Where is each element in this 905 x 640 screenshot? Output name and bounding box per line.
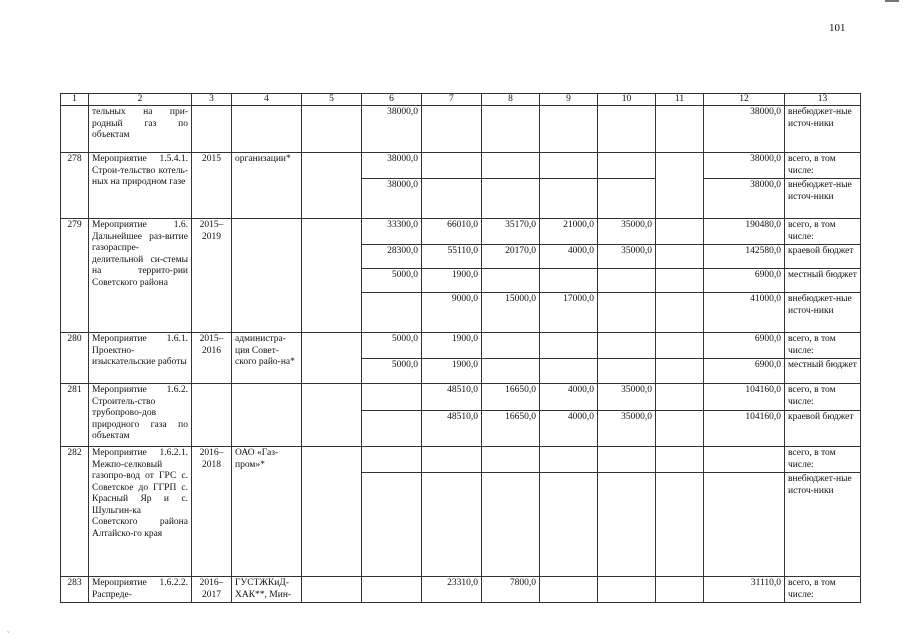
value-cell: 48510,0 (422, 384, 482, 411)
period-cell (192, 384, 232, 447)
header-cell: 3 (192, 94, 232, 106)
value-cell (302, 577, 362, 603)
value-cell (598, 106, 656, 153)
value-cell: 35170,0 (482, 219, 540, 245)
row-number-cell: 283 (61, 577, 89, 603)
total-cell (704, 473, 785, 577)
activity-cell: Мероприятие 1.6. Дальнейшее раз-витие газораспре-делительной си-стемы на террито-рии Советского района (89, 219, 192, 333)
value-cell (656, 245, 704, 269)
table-row (61, 219, 861, 245)
value-cell (482, 333, 540, 359)
value-cell (598, 577, 656, 603)
value-cell (656, 447, 704, 473)
table-row (61, 577, 861, 603)
executor-cell: организации* (232, 153, 302, 219)
funding-source-cell: всего, в том числе: (785, 153, 861, 179)
value-cell (598, 447, 656, 473)
value-cell (598, 293, 656, 333)
table-row (61, 106, 861, 153)
funding-source-cell: всего, в том числе: (785, 384, 861, 411)
value-cell (540, 577, 598, 603)
value-cell (656, 153, 704, 219)
value-cell (482, 359, 540, 384)
header-cell: 9 (540, 94, 598, 106)
value-cell: 5000,0 (362, 359, 422, 384)
value-cell: 5000,0 (362, 333, 422, 359)
value-cell (362, 447, 422, 473)
value-cell: 20170,0 (482, 245, 540, 269)
value-cell (422, 447, 482, 473)
stray-mark: ˇ (7, 630, 10, 639)
value-cell (598, 269, 656, 293)
header-cell: 6 (362, 94, 422, 106)
value-cell (302, 219, 362, 333)
value-cell: 33300,0 (362, 219, 422, 245)
value-cell (422, 153, 482, 179)
value-cell: 17000,0 (540, 293, 598, 333)
total-cell: 104160,0 (704, 411, 785, 447)
funding-source-cell: внебюджет-ные источ-ники (785, 179, 861, 219)
value-cell: 4000,0 (540, 384, 598, 411)
total-cell: 6900,0 (704, 269, 785, 293)
total-cell (704, 447, 785, 473)
value-cell: 16650,0 (482, 411, 540, 447)
executor-cell: администра-ция Совет-ского райо-на* (232, 333, 302, 384)
value-cell (540, 359, 598, 384)
executor-cell: ОАО «Газ-пром»* (232, 447, 302, 577)
value-cell: 66010,0 (422, 219, 482, 245)
funding-source-cell: местный бюджет (785, 269, 861, 293)
corner-mark (885, 0, 899, 2)
header-cell: 11 (656, 94, 704, 106)
value-cell (598, 153, 656, 179)
value-cell (362, 293, 422, 333)
value-cell: 4000,0 (540, 245, 598, 269)
value-cell (598, 473, 656, 577)
value-cell (656, 411, 704, 447)
header-cell: 7 (422, 94, 482, 106)
header-cell: 10 (598, 94, 656, 106)
value-cell (656, 359, 704, 384)
header-cell: 4 (232, 94, 302, 106)
value-cell: 35000,0 (598, 384, 656, 411)
row-number-cell: 281 (61, 384, 89, 447)
value-cell (362, 411, 422, 447)
activity-cell: Мероприятие 1.6.2. Строитель-ство трубопрово-дов природного газа по объектам (89, 384, 192, 447)
total-cell: 41000,0 (704, 293, 785, 333)
header-cell: 12 (704, 94, 785, 106)
row-number-cell: 278 (61, 153, 89, 219)
value-cell (540, 153, 598, 179)
value-cell (656, 106, 704, 153)
value-cell (540, 447, 598, 473)
value-cell (362, 384, 422, 411)
value-cell (482, 269, 540, 293)
activity-cell: Мероприятие 1.5.4.1. Строи-тельство котель-ных на природном газе (89, 153, 192, 219)
total-cell: 142580,0 (704, 245, 785, 269)
executor-cell: ГУСТЖКиД-ХАК**, Мин- (232, 577, 302, 603)
value-cell (302, 333, 362, 384)
value-cell: 28300,0 (362, 245, 422, 269)
value-cell (540, 333, 598, 359)
activity-cell: Мероприятие 1.6.2.2. Распреде- (89, 577, 192, 603)
funding-source-cell: краевой бюджет (785, 245, 861, 269)
activity-cell: тельных на при-родный газ по объектам (89, 106, 192, 153)
row-number-cell: 279 (61, 219, 89, 333)
total-cell: 6900,0 (704, 333, 785, 359)
funding-source-cell: внебюджет-ные источ-ники (785, 106, 861, 153)
value-cell (540, 269, 598, 293)
value-cell: 1900,0 (422, 333, 482, 359)
period-cell: 2016–2018 (192, 447, 232, 577)
value-cell (302, 106, 362, 153)
value-cell (422, 473, 482, 577)
program-table (60, 93, 861, 603)
value-cell: 35000,0 (598, 245, 656, 269)
value-cell (656, 473, 704, 577)
value-cell (656, 269, 704, 293)
value-cell (482, 106, 540, 153)
value-cell (302, 153, 362, 219)
value-cell (302, 447, 362, 577)
value-cell (598, 359, 656, 384)
executor-cell (232, 106, 302, 153)
table-header-row (61, 94, 861, 106)
total-cell: 190480,0 (704, 219, 785, 245)
period-cell: 2015 (192, 153, 232, 219)
value-cell (362, 473, 422, 577)
value-cell (482, 153, 540, 179)
total-cell: 38000,0 (704, 179, 785, 219)
value-cell (656, 384, 704, 411)
table-row (61, 384, 861, 411)
value-cell (482, 447, 540, 473)
row-number-cell (61, 106, 89, 153)
value-cell: 7800,0 (482, 577, 540, 603)
value-cell (302, 384, 362, 447)
value-cell: 1900,0 (422, 269, 482, 293)
header-cell: 1 (61, 94, 89, 106)
value-cell: 23310,0 (422, 577, 482, 603)
activity-cell: Мероприятие 1.6.2.1. Межпо-селковый газопро-вод от ГРС с. Советское до ГГРП с. Красный Яр и с. Шульгин-ка Советского района Алтайско-го края (89, 447, 192, 577)
value-cell: 9000,0 (422, 293, 482, 333)
funding-source-cell: всего, в том числе: (785, 577, 861, 603)
value-cell: 48510,0 (422, 411, 482, 447)
value-cell: 21000,0 (540, 219, 598, 245)
value-cell (362, 577, 422, 603)
header-cell: 5 (302, 94, 362, 106)
funding-source-cell: внебюджет-ные источ-ники (785, 293, 861, 333)
funding-source-cell: местный бюджет (785, 359, 861, 384)
value-cell: 35000,0 (598, 219, 656, 245)
header-cell: 13 (785, 94, 861, 106)
value-cell: 5000,0 (362, 269, 422, 293)
value-cell: 35000,0 (598, 411, 656, 447)
value-cell (540, 106, 598, 153)
row-number-cell: 280 (61, 333, 89, 384)
period-cell: 2015–2019 (192, 219, 232, 333)
value-cell: 16650,0 (482, 384, 540, 411)
total-cell: 38000,0 (704, 153, 785, 179)
total-cell: 38000,0 (704, 106, 785, 153)
value-cell: 38000,0 (362, 106, 422, 153)
value-cell (656, 333, 704, 359)
value-cell (598, 179, 656, 219)
page-number: 101 (829, 22, 846, 34)
total-cell: 104160,0 (704, 384, 785, 411)
value-cell: 4000,0 (540, 411, 598, 447)
value-cell (656, 577, 704, 603)
total-cell: 31110,0 (704, 577, 785, 603)
executor-cell (232, 384, 302, 447)
value-cell (598, 333, 656, 359)
executor-cell (232, 219, 302, 333)
table-row (61, 333, 861, 359)
period-cell: 2016–2017 (192, 577, 232, 603)
funding-source-cell: краевой бюджет (785, 411, 861, 447)
value-cell (482, 473, 540, 577)
value-cell (656, 219, 704, 245)
value-cell (422, 106, 482, 153)
value-cell (482, 179, 540, 219)
funding-source-cell: всего, в том числе: (785, 219, 861, 245)
value-cell (540, 179, 598, 219)
value-cell (656, 293, 704, 333)
value-cell: 55110,0 (422, 245, 482, 269)
table-row (61, 153, 861, 179)
value-cell (422, 179, 482, 219)
row-number-cell: 282 (61, 447, 89, 577)
total-cell: 6900,0 (704, 359, 785, 384)
table-row (61, 447, 861, 473)
funding-source-cell: всего, в том числе: (785, 447, 861, 473)
value-cell: 15000,0 (482, 293, 540, 333)
period-cell: 2015–2016 (192, 333, 232, 384)
value-cell (540, 473, 598, 577)
value-cell: 38000,0 (362, 179, 422, 219)
header-cell: 8 (482, 94, 540, 106)
funding-source-cell: внебюджет-ные источ-ники (785, 473, 861, 577)
activity-cell: Мероприятие 1.6.1. Проектно-изыскательские работы (89, 333, 192, 384)
period-cell (192, 106, 232, 153)
funding-source-cell: всего, в том числе: (785, 333, 861, 359)
value-cell: 38000,0 (362, 153, 422, 179)
header-cell: 2 (89, 94, 192, 106)
value-cell: 1900,0 (422, 359, 482, 384)
